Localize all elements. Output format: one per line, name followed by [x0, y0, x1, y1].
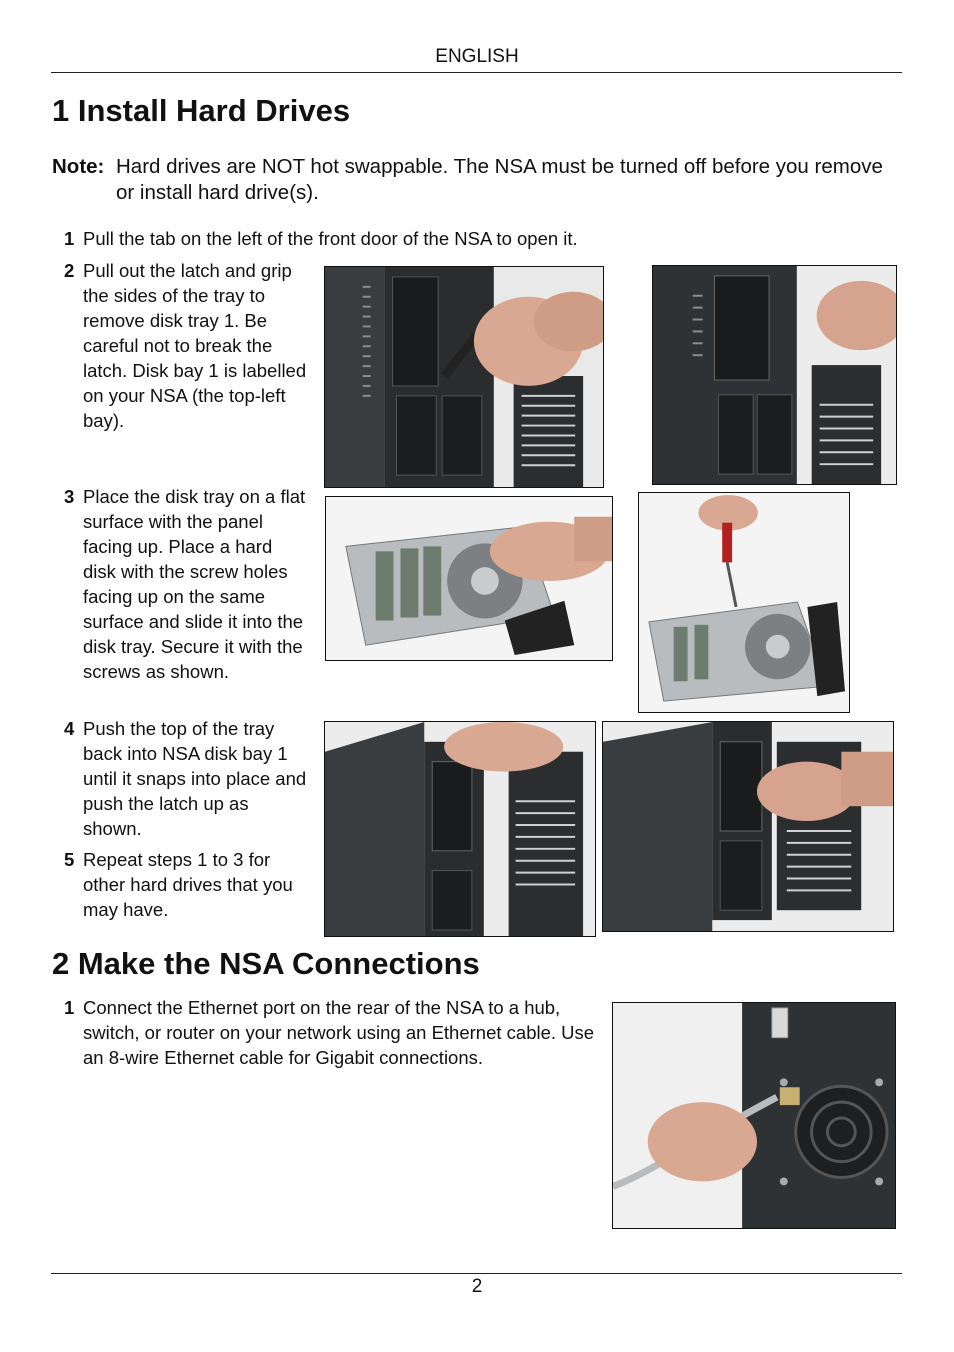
- header-language: ENGLISH: [435, 46, 519, 67]
- photo-remove-tray: [652, 265, 897, 485]
- step-number: 4: [64, 718, 75, 739]
- note-label: Note:: [52, 155, 105, 178]
- photo-latch-up: [602, 721, 894, 932]
- header-rule: [51, 72, 902, 73]
- step-number: 1: [64, 228, 75, 249]
- photo-disk-in-tray: [325, 496, 613, 661]
- photo-pull-latch: [324, 266, 604, 488]
- section1-title: 1 Install Hard Drives: [52, 93, 351, 128]
- step-number: 2: [64, 260, 75, 281]
- photo-push-tray: [324, 721, 596, 937]
- step-number: 5: [64, 849, 75, 870]
- note-text: Hard drives are NOT hot swappable. The NSA must be turned off before you remove or install hard drive(s).: [116, 155, 883, 204]
- photo-ethernet-connect: [612, 1002, 896, 1229]
- step-text: Connect the Ethernet port on the rear of the NSA to a hub, switch, or router on your network using an Ethernet cable. Use an 8-wire Ethernet cable for Gigabit connections.: [83, 997, 595, 1068]
- photo-screw-tray: [638, 492, 850, 713]
- footer-rule: [51, 1273, 902, 1274]
- step-text: Place the disk tray on a flat surface with the panel facing up. Place a hard disk with the screw holes facing up on the same surface and slide it into the disk tray. Secure it with the screws as shown.: [83, 486, 306, 682]
- section2-title: 2 Make the NSA Connections: [52, 946, 480, 981]
- step-text: Push the top of the tray back into NSA disk bay 1 until it snaps into place and push the latch up as shown.: [83, 718, 307, 839]
- step-text: Pull out the latch and grip the sides of the tray to remove disk tray 1. Be careful not to break the latch. Disk bay 1 is labelled on your NSA (the top-left bay).: [83, 260, 307, 431]
- step-number: 1: [64, 997, 75, 1018]
- page-number: 2: [471, 1276, 483, 1297]
- step-text: Repeat steps 1 to 3 for other hard drives that you may have.: [83, 849, 293, 920]
- step-number: 3: [64, 486, 75, 507]
- step-text: Pull the tab on the left of the front door of the NSA to open it.: [83, 228, 578, 249]
